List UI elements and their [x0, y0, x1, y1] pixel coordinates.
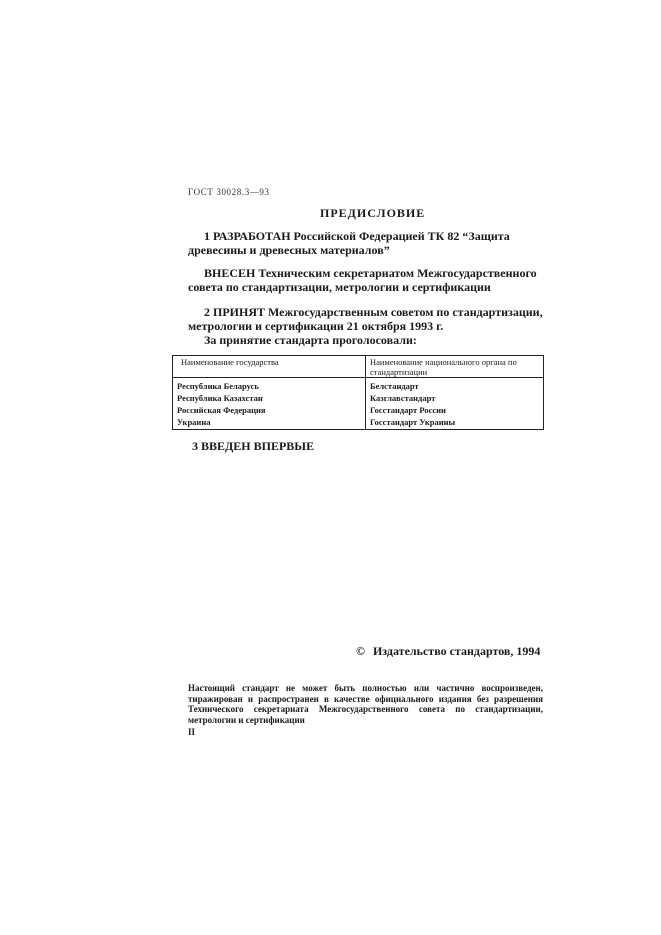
- copyright-icon: ©: [356, 644, 365, 658]
- column-header-standards-body: Наименование национального органа по стандартизации: [366, 356, 544, 378]
- state-name: Республика Казахстан: [177, 393, 263, 403]
- table-header-row: [173, 356, 544, 378]
- state-name: Украина: [177, 417, 211, 427]
- table-cell-bodies: [366, 378, 544, 430]
- copyright-text: Издательство стандартов, 1994: [372, 644, 541, 658]
- column-header-state: Наименование государства: [173, 356, 366, 378]
- section-2-line-3: За принятие стандарта проголосовали:: [204, 333, 417, 347]
- state-name: Российская Федерация: [177, 405, 266, 415]
- document-code: ГОСТ 30028.3—93: [188, 187, 270, 197]
- state-name: Республика Беларусь: [177, 381, 259, 391]
- copyright-line: [356, 644, 540, 659]
- table-row: [173, 378, 544, 430]
- section-2-line-2: метрологии и сертификации 21 октября 1993 г.: [188, 319, 444, 333]
- reproduction-notice: Настоящий стандарт не может быть полностью или частично воспроизведен, тиражирован и распространен в качестве официального издания без разрешения Технического секретариата Межгосударственного совета по стандартизации, метрологии и сертификации: [188, 683, 543, 725]
- section-1-developed: 1 РАЗРАБОТАН Российской Федерацией ТК 82 “Защита древесины и древесных материалов”: [188, 229, 510, 257]
- standards-body-name: Белстандарт: [370, 381, 419, 391]
- standards-body-name: Госстандарт Украины: [370, 417, 456, 427]
- page-title: ПРЕДИСЛОВИЕ: [320, 206, 426, 220]
- page-number: II: [188, 727, 196, 737]
- section-3-introduced: 3 ВВЕДЕН ВПЕРВЫЕ: [192, 439, 315, 453]
- table-cell-states: [173, 378, 366, 430]
- standards-body-name: Госстандарт России: [370, 405, 446, 415]
- standards-body-name: Казглавстандарт: [370, 393, 436, 403]
- section-2-line-1: 2 ПРИНЯТ Межгосударственным советом по стандартизации,: [204, 305, 543, 319]
- section-2-adopted: [188, 305, 543, 347]
- voting-table: [172, 355, 544, 430]
- section-1-submitted: ВНЕСЕН Техническим секретариатом Межгосударственного совета по стандартизации, метрологии и сертификации: [188, 266, 537, 294]
